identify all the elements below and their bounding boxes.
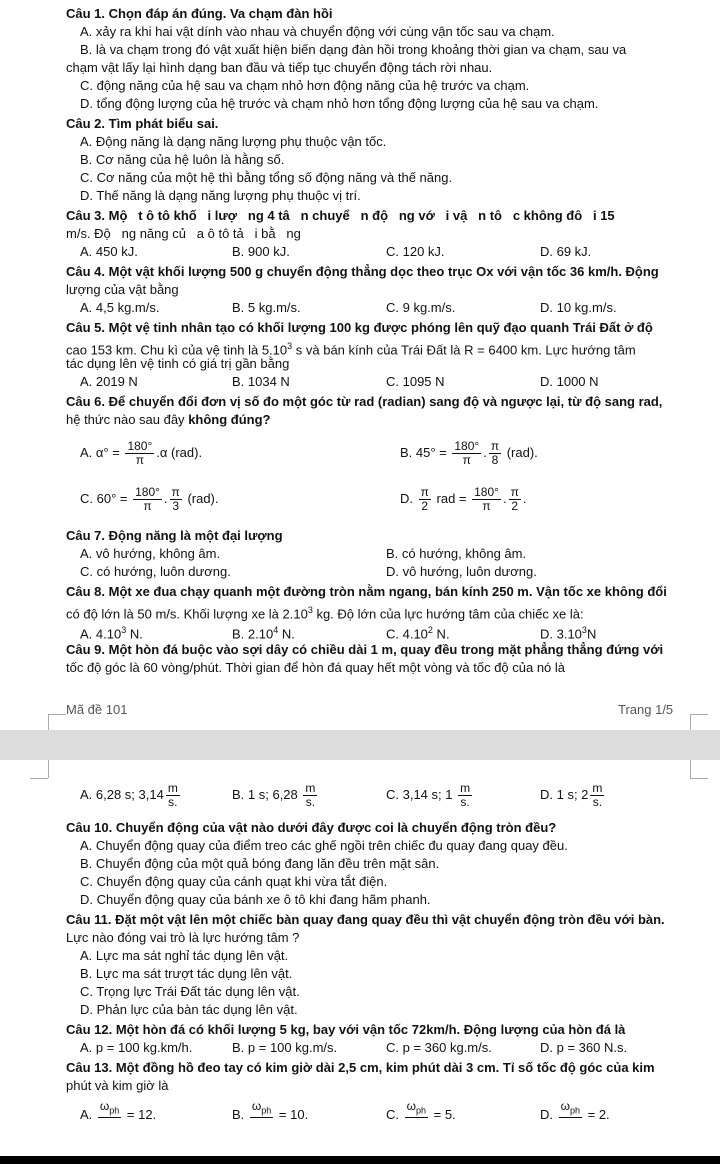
- q11-option-c: C. Trọng lực Trái Đất tác dụng lên vật.: [80, 984, 300, 999]
- q7-option-c: C. có hướng, luôn dương.: [80, 564, 231, 579]
- q2-option-b: B. Cơ năng của hệ luôn là hằng số.: [80, 152, 285, 167]
- q9-option-a: A. 6,28 s; 3,14 $\frac{m}{s.}$: [80, 781, 178, 809]
- q8-option-d: D. 3.10$^3$N: [540, 625, 597, 642]
- q12-option-c: C. p = 360 kg.m/s.: [386, 1040, 492, 1055]
- q1-option-a: A. xảy ra khi hai vật dính vào nhau và chuyển động với cùng vận tốc sau va chạm.: [80, 24, 555, 39]
- q3-option-b: B. 900 kJ.: [232, 244, 290, 259]
- q4-title: Câu 4. Một vật khối lượng 500 g chuyển động thẳng dọc theo trục Ox với vận tốc 36 km/h. Động: [66, 264, 659, 279]
- q2-title: Câu 2. Tìm phát biểu sai.: [66, 116, 219, 131]
- q12-title: Câu 12. Một hòn đá có khối lượng 5 kg, bay với vận tốc 72km/h. Động lượng của hòn đá là: [66, 1022, 626, 1037]
- q11-title-cont: Lực nào đóng vai trò là lực hướng tâm ?: [66, 930, 300, 945]
- q4-option-a: A. 4,5 kg.m/s.: [80, 300, 160, 315]
- q9-title-cont: tốc độ góc là 60 vòng/phút. Thời gian để hòn đá quay hết một vòng và tốc độ của nó là: [66, 660, 566, 675]
- crop-mark: [30, 778, 48, 797]
- q12-option-d: D. p = 360 N.s.: [540, 1040, 628, 1055]
- q5-title-cont: cao 153 km. Chu kì của vệ tinh là 5.10$^3$ s và bán kính của Trái Đất là R = 6400 km. Lực hướng tâm: [66, 341, 636, 358]
- q7-option-d: D. vô hướng, luôn dương.: [386, 564, 537, 579]
- q3-title-cont: m/s. Độ ng năng củ a ô tô tả i bằ ng: [66, 226, 301, 241]
- q10-option-d: D. Chuyển động quay của bánh xe ô tô khi đang hãm phanh.: [80, 892, 431, 907]
- q8-option-a: A. 4.10$^3$ N.: [80, 625, 143, 642]
- q13-option-c: C. $\omega_{ph}$ = 5.: [386, 1099, 456, 1123]
- q8-option-c: C. 4.10$^2$ N.: [386, 625, 450, 642]
- q13-title-cont: phút và kim giờ là: [66, 1078, 169, 1093]
- q10-option-b: B. Chuyển động của một quả bóng đang lăn đều trên mặt sân.: [80, 856, 440, 871]
- exam-page-2: [0, 760, 720, 1164]
- q1-option-b: B. là va chạm trong đó vật xuất hiện biến dạng đàn hồi trong khoảng thời gian va chạm, sau va: [80, 42, 627, 57]
- q12-option-b: B. p = 100 kg.m/s.: [232, 1040, 338, 1055]
- q2-option-d: D. Thế năng là dạng năng lượng phụ thuộc vị trí.: [80, 188, 361, 203]
- q5-option-c: C. 1095 N: [386, 374, 445, 389]
- q4-option-b: B. 5 kg.m/s.: [232, 300, 301, 315]
- crop-mark: [48, 760, 49, 778]
- q11-option-a: A. Lực ma sát nghỉ tác dụng lên vật.: [80, 948, 289, 963]
- q1-option-d: D. tổng động lượng của hệ trước và chạm nhỏ hơn tổng động lượng của hệ sau va chạm.: [80, 96, 599, 111]
- q9-option-b: B. 1 s; 6,28 $\frac{m}{s.}$: [232, 781, 316, 809]
- q3-option-a: A. 450 kJ.: [80, 244, 138, 259]
- q10-option-c: C. Chuyển động quay của cánh quạt khi vừa tắt điện.: [80, 874, 388, 889]
- q5-title: Câu 5. Một vệ tinh nhân tạo có khối lượng 100 kg được phóng lên quỹ đạo quanh Trái Đất ở độ: [66, 320, 653, 335]
- q9-title: Câu 9. Một hòn đá buộc vào sợi dây có chiều dài 1 m, quay đều trong mặt phẳng thẳng đứng với: [66, 642, 664, 657]
- q1-option-c: C. động năng của hệ sau va chạm nhỏ hơn động năng của hệ trước va chạm.: [80, 78, 530, 93]
- exam-code: Mã đề 101: [66, 702, 128, 717]
- crop-mark: [690, 778, 708, 797]
- q12-option-a: A. p = 100 kg.km/h.: [80, 1040, 193, 1055]
- q11-title: Câu 11. Đặt một vật lên một chiếc bàn quay đang quay đều thì vật chuyển động tròn đều với bàn.: [66, 912, 665, 927]
- q3-option-c: C. 120 kJ.: [386, 244, 445, 259]
- q6-title: Câu 6. Để chuyển đổi đơn vị số đo một góc từ rad (radian) sang độ và ngược lại, từ độ sang rad,: [66, 394, 663, 409]
- q9-option-c: C. 3,14 s; 1 $\frac{m}{s.}$: [386, 781, 471, 809]
- q8-option-b: B. 2.10$^4$ N.: [232, 625, 295, 642]
- q8-title-cont: có độ lớn là 50 m/s. Khối lượng xe là 2.10$^3$ kg. Độ lớn của lực hướng tâm của chiếc xe là:: [66, 605, 584, 622]
- q5-option-b: B. 1034 N: [232, 374, 290, 389]
- q3-option-d: D. 69 kJ.: [540, 244, 592, 259]
- q3-title: Câu 3. Mộ t ô tô khố i lượ ng 4 tâ n chuyể n độ ng vớ i vậ n tô c không đô i 15: [66, 208, 615, 223]
- q13-title: Câu 13. Một đồng hồ đeo tay có kim giờ dài 2,5 cm, kim phút dài 3 cm. Tỉ số tốc độ góc của kim: [66, 1060, 655, 1075]
- q7-option-a: A. vô hướng, không âm.: [80, 546, 221, 561]
- q1-title: Câu 1. Chọn đáp án đúng. Va chạm đàn hồi: [66, 6, 333, 21]
- q6-option-d: D. $\frac{\pi}{2}$ rad = $\frac{180^\circ}{\pi}$ . $\frac{\pi}{2}$ .: [400, 485, 527, 513]
- q6-option-a: A. α° = $\frac{180^\circ}{\pi}$ .α (rad).: [80, 439, 203, 467]
- q1-option-b-cont: chạm vật lấy lại hình dạng ban đầu và tiếp tục chuyển động tách rời nhau.: [66, 60, 493, 75]
- page-number: Trang 1/5: [618, 702, 674, 717]
- q10-title: Câu 10. Chuyển động của vật nào dưới đây được coi là chuyển động tròn đều?: [66, 820, 557, 835]
- q5-option-a: A. 2019 N: [80, 374, 138, 389]
- q11-option-b: B. Lực ma sát trượt tác dụng lên vật.: [80, 966, 293, 981]
- q4-option-c: C. 9 kg.m/s.: [386, 300, 456, 315]
- q13-option-d: D. $\omega_{ph}$ = 2.: [540, 1099, 610, 1123]
- q11-option-d: D. Phản lực của bàn tác dụng lên vật.: [80, 1002, 298, 1017]
- bottom-edge: [0, 1156, 720, 1164]
- q4-option-d: D. 10 kg.m/s.: [540, 300, 617, 315]
- q2-option-c: C. Cơ năng của một hệ thì bằng tổng số động năng và thế năng.: [80, 170, 453, 185]
- crop-mark: [690, 760, 691, 778]
- q2-option-a: A. Động năng là dạng năng lượng phụ thuộc vận tốc.: [80, 134, 387, 149]
- q5-option-d: D. 1000 N: [540, 374, 599, 389]
- q7-title: Câu 7. Động năng là một đại lượng: [66, 528, 283, 543]
- q9-option-d: D. 1 s; 2 $\frac{m}{s.}$: [540, 781, 603, 809]
- q13-option-b: B. $\omega_{ph}$ = 10.: [232, 1099, 309, 1123]
- q13-option-a: A. $\omega_{ph}$ = 12.: [80, 1099, 157, 1123]
- q8-title: Câu 8. Một xe đua chạy quanh một đường tròn nằm ngang, bán kính 250 m. Vận tốc xe không đổi: [66, 584, 667, 599]
- q4-title-cont: lượng của vật bằng: [66, 282, 179, 297]
- q5-title-cont2: tác dụng lên vệ tinh có giá trị gần bằng: [66, 356, 290, 371]
- q6-option-c: C. 60° = $\frac{180^\circ}{\pi}$ . $\frac{\pi}{3}$ (rad).: [80, 485, 219, 513]
- q6-title-cont: hệ thức nào sau đây không đúng?: [66, 412, 271, 427]
- q7-option-b: B. có hướng, không âm.: [386, 546, 527, 561]
- q6-option-b: B. 45° = $\frac{180^\circ}{\pi}$ . $\frac{\pi}{8}$ (rad).: [400, 439, 538, 467]
- q10-option-a: A. Chuyển động quay của điểm treo các ghế ngồi trên chiếc đu quay đang quay đều.: [80, 838, 568, 853]
- page-separator: [0, 730, 720, 760]
